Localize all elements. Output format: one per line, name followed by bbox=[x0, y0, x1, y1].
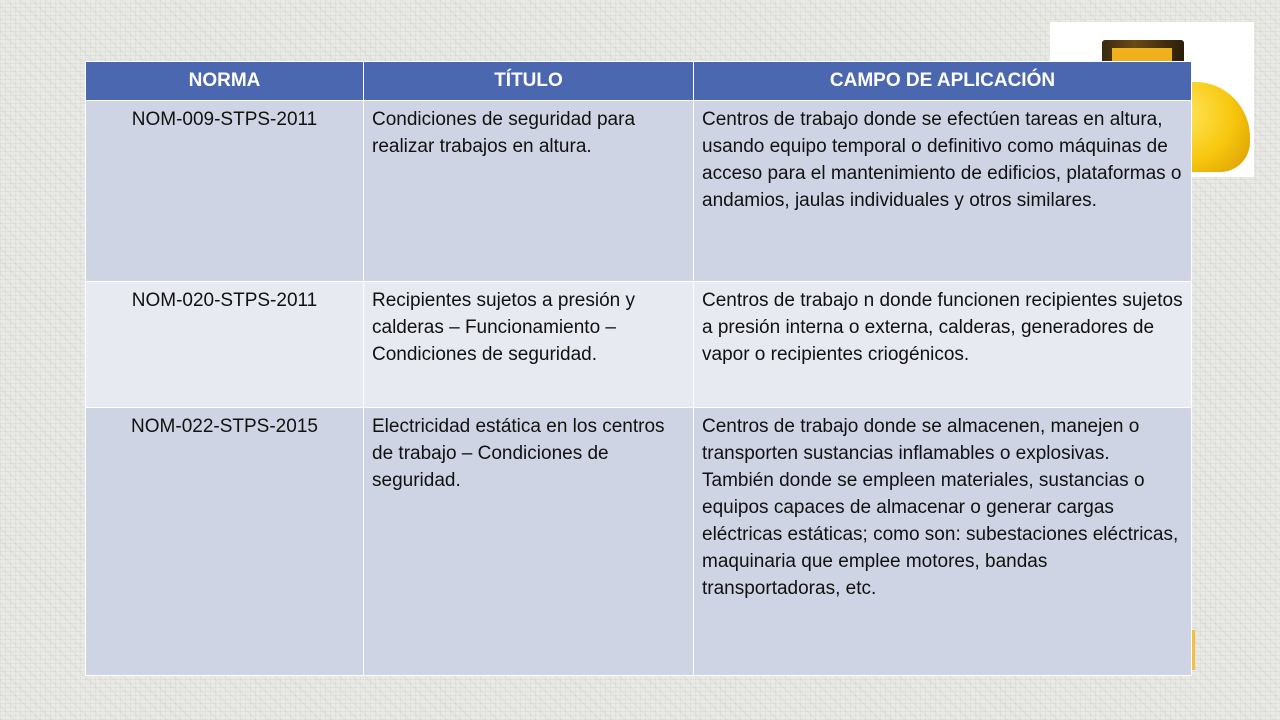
header-norma: NORMA bbox=[86, 62, 364, 101]
cell-campo: Centros de trabajo donde se almacenen, manejen o transporten sustancias inflamables o explosivas. También donde se empleen materiales, sustancias o equipos capaces de almacenar o generar cargas eléctricas estáticas; como son: subestaciones eléctricas, maquinaria que emplee motores, bandas transportadoras, etc. bbox=[694, 408, 1192, 676]
table-header-row bbox=[86, 62, 1192, 101]
cell-titulo: Recipientes sujetos a presión y calderas – Funcionamiento – Condiciones de seguridad. bbox=[364, 282, 694, 408]
table-row bbox=[86, 101, 1192, 282]
table-row bbox=[86, 282, 1192, 408]
header-campo: CAMPO DE APLICACIÓN bbox=[694, 62, 1192, 101]
cell-norma: NOM-009-STPS-2011 bbox=[86, 101, 364, 282]
cell-norma: NOM-022-STPS-2015 bbox=[86, 408, 364, 676]
norms-table bbox=[85, 61, 1192, 676]
header-titulo: TÍTULO bbox=[364, 62, 694, 101]
cell-campo: Centros de trabajo n donde funcionen recipientes sujetos a presión interna o externa, calderas, generadores de vapor o recipientes criogénicos. bbox=[694, 282, 1192, 408]
cell-norma: NOM-020-STPS-2011 bbox=[86, 282, 364, 408]
table-row bbox=[86, 408, 1192, 676]
cell-titulo: Condiciones de seguridad para realizar trabajos en altura. bbox=[364, 101, 694, 282]
cell-titulo: Electricidad estática en los centros de trabajo – Condiciones de seguridad. bbox=[364, 408, 694, 676]
cell-campo: Centros de trabajo donde se efectúen tareas en altura, usando equipo temporal o definitivo como máquinas de acceso para el mantenimiento de edificios, plataformas o andamios, jaulas individuales y otros similares. bbox=[694, 101, 1192, 282]
